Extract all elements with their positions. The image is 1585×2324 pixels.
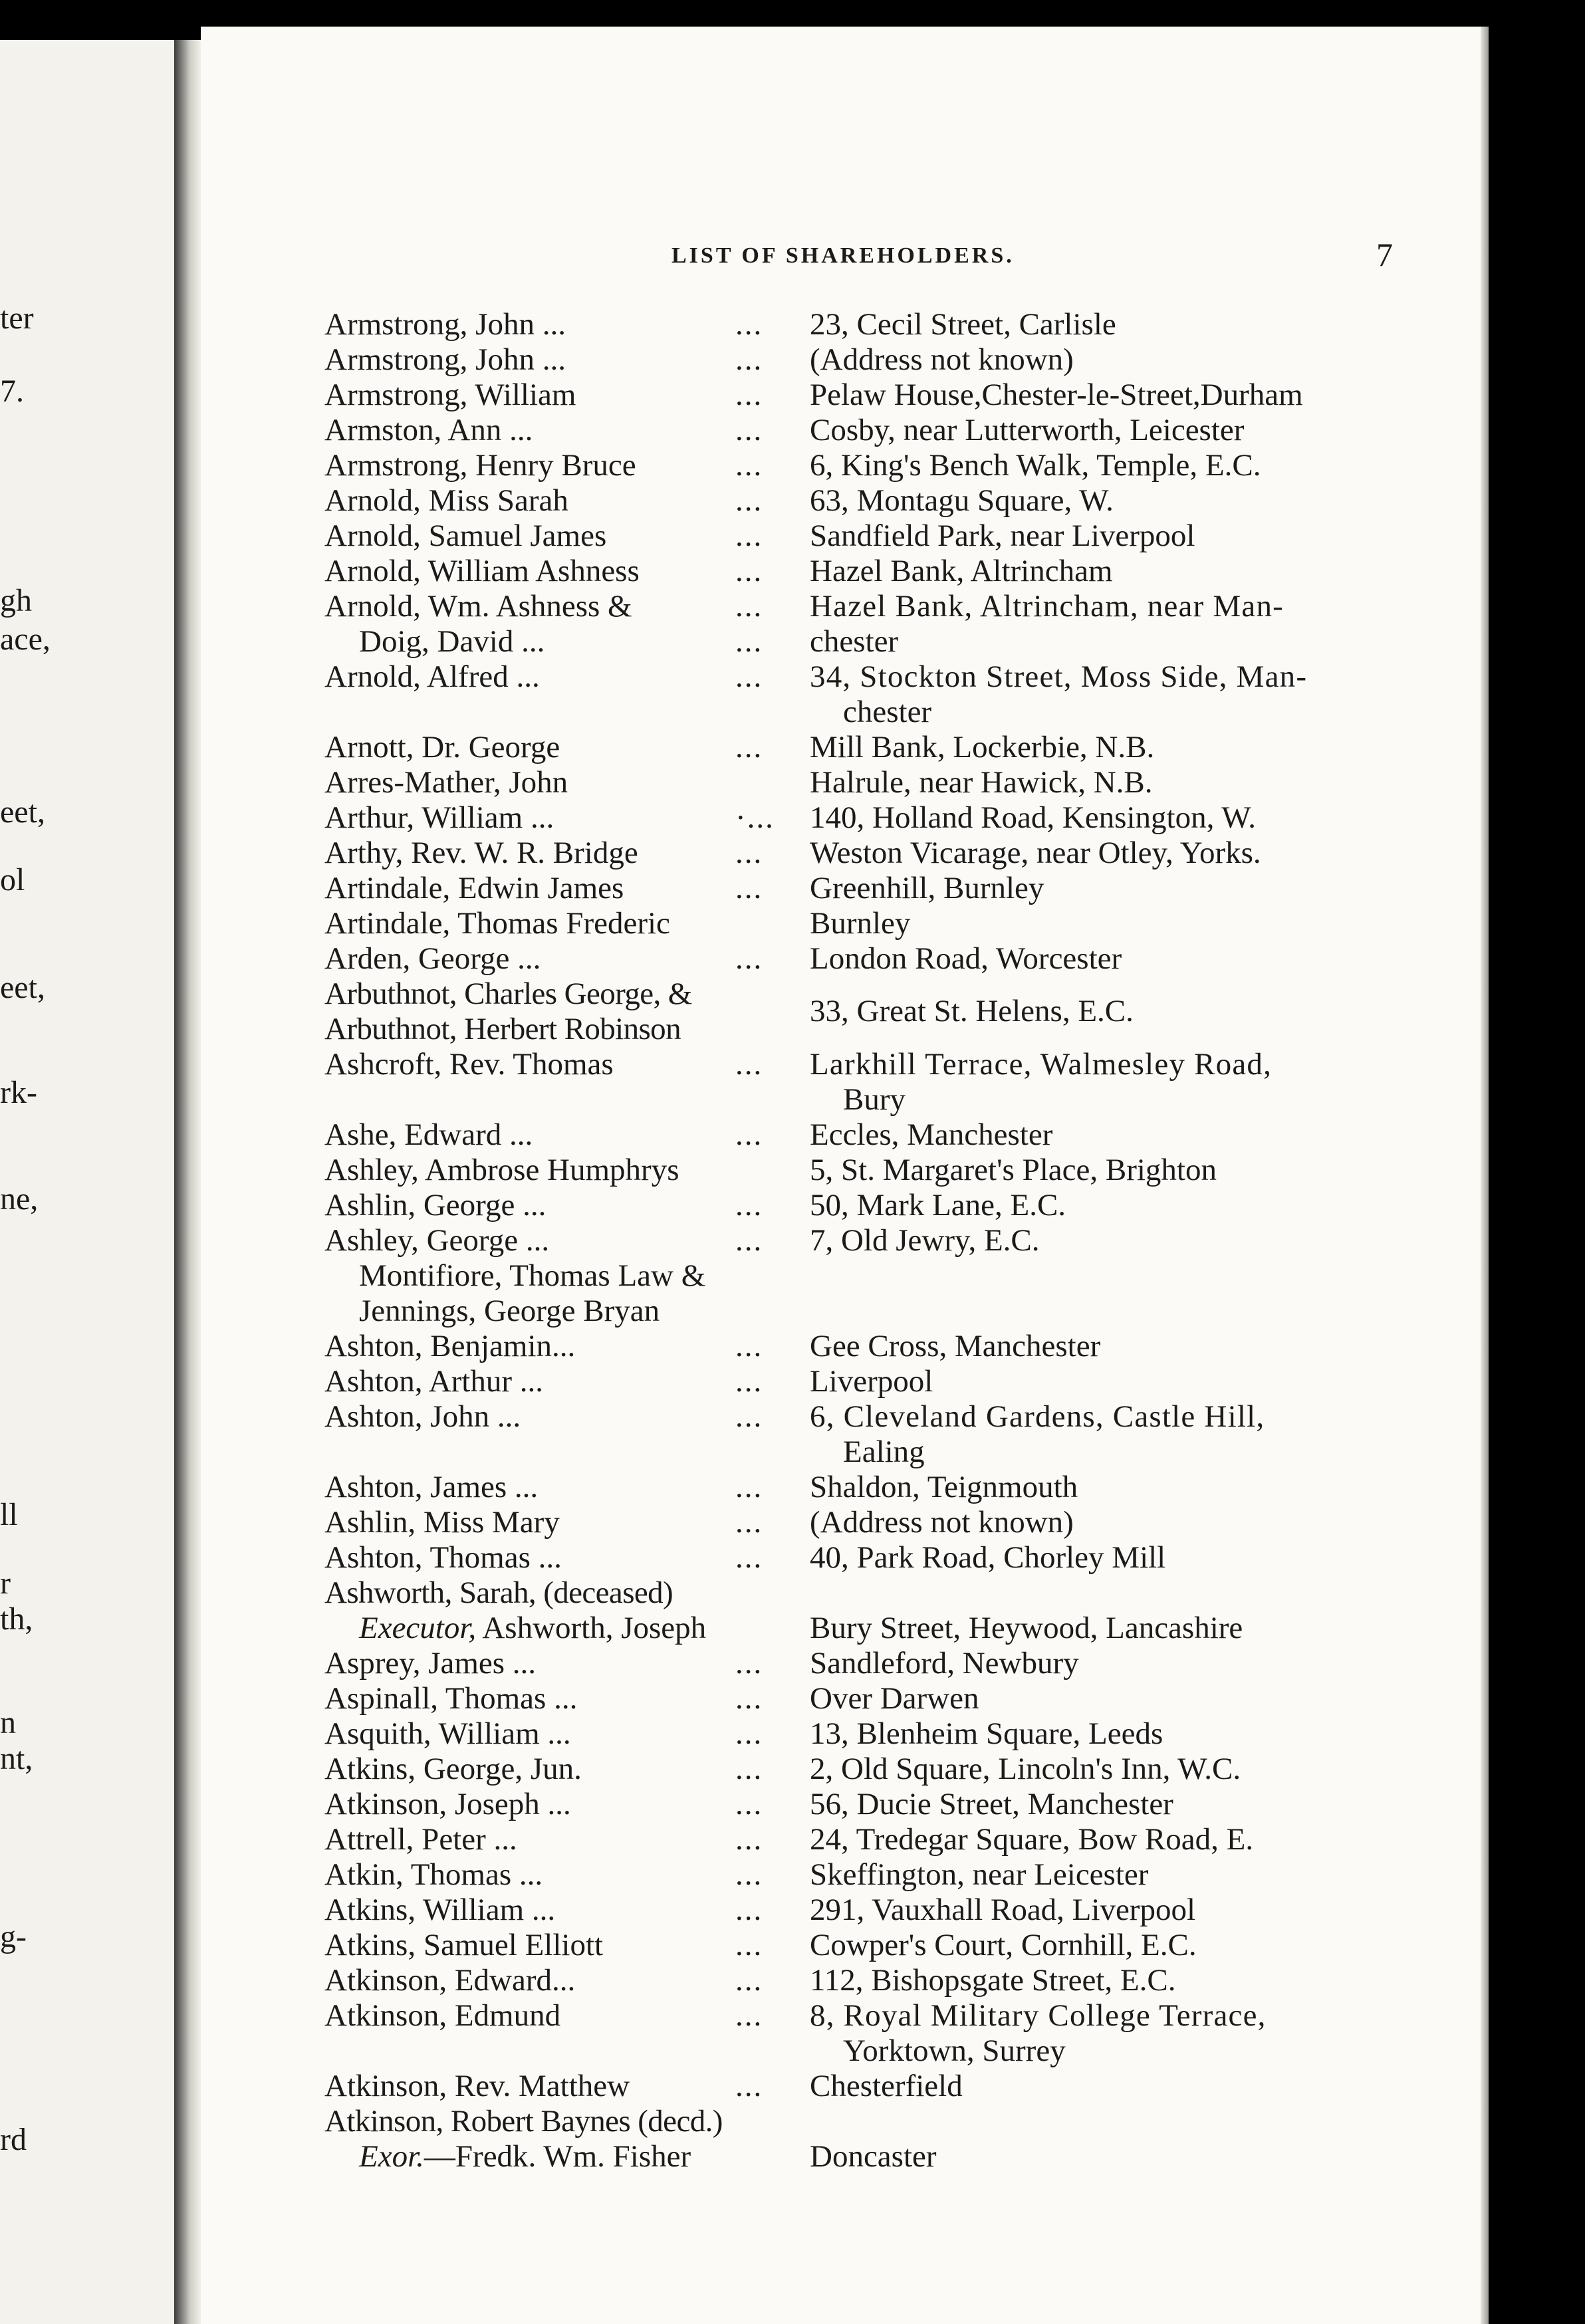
name-text: Atkinson, Rev. Matthew <box>324 2069 630 2103</box>
name-text: Arbuthnot, Herbert Robinson <box>324 1012 681 1046</box>
leader-dots: ... <box>735 1047 763 1082</box>
shareholder-name <box>359 1296 660 1327</box>
shareholder-address: Cowper's Court, Cornhill, E.C. <box>810 1928 1197 1962</box>
shareholder-address: Mill Bank, Lockerbie, N.B. <box>810 730 1155 764</box>
leader-dots: ... <box>735 1752 763 1786</box>
shareholder-name <box>324 1965 575 1996</box>
shareholder-name <box>359 2141 691 2172</box>
name-prefix: Executor, <box>359 1611 477 1645</box>
shareholder-name <box>324 521 606 552</box>
name-text: Armstrong, John ... <box>324 342 566 377</box>
margin-fragment: r <box>0 1566 11 1601</box>
leader-dots: ... <box>735 1188 763 1222</box>
margin-fragment: th, <box>0 1601 33 1637</box>
shareholder-name <box>324 1401 521 1433</box>
shareholder-address: Weston Vicarage, near Otley, Yorks. <box>810 836 1261 870</box>
shareholder-name <box>324 979 692 1010</box>
shareholder-name <box>324 2000 560 2032</box>
shareholder-address: 8, Royal Military College Terrace, <box>810 1998 1267 2033</box>
name-text: Ashton, Benjamin... <box>324 1329 576 1363</box>
shareholder-address: 23, Cecil Street, Carlisle <box>810 307 1116 342</box>
name-text: Ashlin, George ... <box>324 1188 547 1222</box>
name-text: Ashton, Arthur ... <box>324 1364 543 1399</box>
shareholder-address: Ealing <box>843 1435 925 1469</box>
name-text: Aspinall, Thomas ... <box>324 1681 578 1716</box>
shareholder-address: 2, Old Square, Lincoln's Inn, W.C. <box>810 1752 1241 1786</box>
shareholder-address: Yorktown, Surrey <box>843 2034 1066 2068</box>
leader-dots: ... <box>735 1646 763 1681</box>
shareholder-name <box>324 1507 560 1538</box>
shareholder-name <box>324 556 640 587</box>
leader-dots: ... <box>735 1399 763 1434</box>
name-text: Ashton, Thomas ... <box>324 1540 562 1575</box>
shareholder-address: Gee Cross, Manchester <box>810 1329 1101 1363</box>
shareholder-name <box>324 802 554 834</box>
shareholder-name <box>324 732 560 763</box>
leader-dots: ... <box>735 1787 763 1821</box>
margin-fragment: ol <box>0 862 25 897</box>
leader-dots: ... <box>735 1963 763 1998</box>
shareholder-name <box>324 591 632 622</box>
leader-dots: ... <box>735 2069 763 2103</box>
shareholder-name <box>324 1789 571 1820</box>
name-text: Attrell, Peter ... <box>324 1822 517 1857</box>
shareholder-name <box>324 838 638 869</box>
shareholder-name <box>324 1472 538 1503</box>
shareholder-address: Halrule, near Hawick, N.B. <box>810 765 1153 800</box>
shareholder-address: chester <box>843 695 932 729</box>
name-text: Arthur, William ... <box>324 800 554 835</box>
shareholder-name <box>324 873 624 904</box>
leader-dots: ... <box>735 413 763 447</box>
shareholder-address: (Address not known) <box>810 342 1074 377</box>
running-header: LIST OF SHAREHOLDERS. <box>671 243 1015 268</box>
shareholder-name <box>324 1895 555 1926</box>
leader-dots: ... <box>735 1223 763 1258</box>
name-text: Atkins, William ... <box>324 1893 556 1927</box>
shareholder-name <box>324 380 576 411</box>
shareholder-name <box>359 626 545 657</box>
shareholder-address: 63, Montagu Square, W. <box>810 483 1114 518</box>
name-text: Ashworth, Joseph <box>476 1611 707 1645</box>
shareholder-address: 50, Mark Lane, E.C. <box>810 1188 1066 1222</box>
shareholder-address: (Address not known) <box>810 1505 1074 1540</box>
shareholder-name <box>324 1859 543 1891</box>
name-text: Arnold, Alfred ... <box>324 659 540 694</box>
shareholder-name <box>324 1331 575 1362</box>
leader-dots: ... <box>735 1329 763 1363</box>
name-text: Jennings, George Bryan <box>359 1294 660 1328</box>
name-text: Armston, Ann ... <box>324 413 533 447</box>
leader-dots: ... <box>735 307 763 342</box>
name-text: Arres-Mather, John <box>324 765 568 800</box>
shareholder-address: Chesterfield <box>810 2069 963 2103</box>
name-text: Ashlin, Miss Mary <box>324 1505 560 1540</box>
margin-fragment: ne, <box>0 1181 39 1217</box>
name-text: Montifiore, Thomas Law & <box>359 1258 706 1293</box>
shareholder-address: 33, Great St. Helens, E.C. <box>810 994 1134 1028</box>
margin-fragment: ll <box>0 1497 18 1532</box>
leader-dots: ... <box>735 1716 763 1751</box>
name-text: Armstrong, William <box>324 378 576 412</box>
name-text: Atkinson, Edmund <box>324 1998 561 2033</box>
shareholder-name <box>324 309 566 340</box>
shareholder-name <box>324 1225 549 1256</box>
shareholder-name <box>324 344 566 376</box>
leader-dots: ... <box>735 1505 763 1540</box>
shareholder-address: Over Darwen <box>810 1681 979 1716</box>
name-text: Ashton, James ... <box>324 1470 539 1504</box>
shareholder-address: 40, Park Road, Chorley Mill <box>810 1540 1166 1575</box>
name-text: Ashley, George ... <box>324 1223 550 1258</box>
name-text: Ashe, Edward ... <box>324 1117 533 1152</box>
shareholder-address: Greenhill, Burnley <box>810 871 1044 905</box>
leader-dots: ... <box>735 483 763 518</box>
page-number: 7 <box>1376 236 1393 273</box>
shareholder-name <box>324 1683 577 1714</box>
shareholder-address: Bury <box>843 1082 906 1117</box>
shareholder-address: Hazel Bank, Altrincham, near Man- <box>810 589 1284 624</box>
name-text: Asprey, James ... <box>324 1646 537 1681</box>
leader-dots: ... <box>735 589 763 624</box>
shareholder-name <box>324 1754 582 1785</box>
name-text: Artindale, Thomas Frederic <box>324 906 670 941</box>
shareholder-address: Pelaw House,Chester-le-Street,Durham <box>810 378 1303 412</box>
name-text: Doig, David ... <box>359 624 545 659</box>
leader-dots: ... <box>735 448 763 483</box>
leader-dots: ... <box>735 342 763 377</box>
name-text: Atkins, George, Jun. <box>324 1752 582 1786</box>
shareholder-address: Hazel Bank, Altrincham <box>810 554 1113 588</box>
margin-fragment: ace, <box>0 622 51 657</box>
shareholder-address: Shaldon, Teignmouth <box>810 1470 1078 1504</box>
name-text: Atkins, Samuel Elliott <box>324 1928 604 1962</box>
leader-dots: ... <box>735 1540 763 1575</box>
margin-fragment: n <box>0 1705 16 1740</box>
margin-fragment: rk- <box>0 1075 37 1110</box>
name-text: Atkinson, Edward... <box>324 1963 576 1998</box>
shareholder-name <box>324 1648 536 1679</box>
shareholder-address: 13, Blenheim Square, Leeds <box>810 1716 1163 1751</box>
shareholder-address: 56, Ducie Street, Manchester <box>810 1787 1173 1821</box>
name-text: Armstrong, Henry Bruce <box>324 448 636 483</box>
leader-dots: ... <box>735 624 763 659</box>
shareholder-address: chester <box>810 624 899 659</box>
margin-fragment: rd <box>0 2122 27 2157</box>
leader-dots: ... <box>735 1928 763 1962</box>
leader-dots: ... <box>735 1822 763 1857</box>
margin-fragment: g- <box>0 1919 27 1954</box>
shareholder-name <box>359 1260 705 1292</box>
shareholder-name <box>324 1824 517 1855</box>
leader-dots: ·... <box>735 800 775 835</box>
name-text: Arnold, Samuel James <box>324 519 607 553</box>
shareholder-address: 112, Bishopsgate Street, E.C. <box>810 1963 1176 1998</box>
shareholder-name <box>324 2071 630 2102</box>
leader-dots: ... <box>735 1998 763 2033</box>
margin-fragment: nt, <box>0 1741 33 1776</box>
leader-dots: ... <box>735 1893 763 1927</box>
name-text: Atkinson, Joseph ... <box>324 1787 571 1821</box>
shareholder-name <box>324 1930 603 1961</box>
shareholder-name <box>324 1014 681 1045</box>
shareholder-name <box>324 943 541 975</box>
name-text: Asquith, William ... <box>324 1716 571 1751</box>
name-text: Ashcroft, Rev. Thomas <box>324 1047 614 1082</box>
name-text: Armstrong, John ... <box>324 307 566 342</box>
leader-dots: ... <box>735 1681 763 1716</box>
name-text: Arden, George ... <box>324 941 541 976</box>
shareholder-address: 5, St. Margaret's Place, Brighton <box>810 1153 1217 1187</box>
name-text: Atkinson, Robert Baynes (decd.) <box>324 2104 723 2139</box>
shareholder-address: Sandfield Park, near Liverpool <box>810 519 1195 553</box>
margin-fragment: gh <box>0 583 32 618</box>
leader-dots: ... <box>735 871 763 905</box>
name-text: Arthy, Rev. W. R. Bridge <box>324 836 638 870</box>
shareholder-name <box>324 661 540 693</box>
leader-dots: ... <box>735 730 763 764</box>
shareholder-address: Eccles, Manchester <box>810 1117 1053 1152</box>
shareholder-address: 140, Holland Road, Kensington, W. <box>810 800 1257 835</box>
shareholder-address: London Road, Worcester <box>810 941 1122 976</box>
leader-dots: ... <box>735 554 763 588</box>
name-text: Ashley, Ambrose Humphrys <box>324 1153 679 1187</box>
shareholder-address: Larkhill Terrace, Walmesley Road, <box>810 1047 1273 1082</box>
shareholder-address: Liverpool <box>810 1364 933 1399</box>
shareholder-name <box>324 415 533 446</box>
shareholder-name <box>324 908 670 939</box>
shareholder-name <box>359 1613 706 1644</box>
shareholder-address: 24, Tredegar Square, Bow Road, E. <box>810 1822 1254 1857</box>
leader-dots: ... <box>735 1857 763 1892</box>
shareholder-name <box>324 1119 533 1151</box>
shareholder-address: Sandleford, Newbury <box>810 1646 1079 1681</box>
margin-fragment: ter <box>0 300 34 336</box>
name-text: —Fredk. Wm. Fisher <box>424 2139 691 2174</box>
name-text: Atkin, Thomas ... <box>324 1857 543 1892</box>
name-text: Arnold, Miss Sarah <box>324 483 568 518</box>
shareholder-name <box>324 450 636 481</box>
leader-dots: ... <box>735 1470 763 1504</box>
shareholder-address: Burnley <box>810 906 911 941</box>
shareholder-address: 34, Stockton Street, Moss Side, Man- <box>810 659 1308 694</box>
shareholder-address: 6, King's Bench Walk, Temple, E.C. <box>810 448 1261 483</box>
shareholder-address: Skeffington, near Leicester <box>810 1857 1149 1892</box>
name-text: Arnold, William Ashness <box>324 554 640 588</box>
shareholder-name <box>324 767 568 798</box>
shareholder-address: Bury Street, Heywood, Lancashire <box>810 1611 1243 1645</box>
name-text: Arnold, Wm. Ashness & <box>324 589 632 624</box>
name-text: Ashton, John ... <box>324 1399 521 1434</box>
shareholder-name <box>324 485 568 517</box>
shareholder-name <box>324 1577 673 1609</box>
shareholder-name <box>324 2106 723 2137</box>
shareholder-name <box>324 1190 546 1221</box>
leader-dots: ... <box>735 1364 763 1399</box>
name-text: Arnott, Dr. George <box>324 730 560 764</box>
shareholder-address: 6, Cleveland Gardens, Castle Hill, <box>810 1399 1265 1434</box>
shareholder-address: 291, Vauxhall Road, Liverpool <box>810 1893 1196 1927</box>
name-text: Arbuthnot, Charles George, & <box>324 977 692 1011</box>
shareholder-name <box>324 1542 562 1573</box>
leader-dots: ... <box>735 659 763 694</box>
shareholder-address: Cosby, near Lutterworth, Leicester <box>810 413 1245 447</box>
leader-dots: ... <box>735 1117 763 1152</box>
shareholder-address: 7, Old Jewry, E.C. <box>810 1223 1040 1258</box>
shareholder-address: Doncaster <box>810 2139 937 2174</box>
leader-dots: ... <box>735 519 763 553</box>
leader-dots: ... <box>735 836 763 870</box>
name-prefix: Exor. <box>359 2139 424 2174</box>
shareholder-name <box>324 1718 571 1750</box>
shareholder-name <box>324 1155 679 1186</box>
leader-dots: ... <box>735 378 763 412</box>
shareholder-name <box>324 1366 543 1397</box>
name-text: Artindale, Edwin James <box>324 871 624 905</box>
margin-fragment: 7. <box>0 374 24 409</box>
leader-dots: ... <box>735 941 763 976</box>
name-text: Ashworth, Sarah, (deceased) <box>324 1575 673 1610</box>
margin-fragment: eet, <box>0 970 45 1005</box>
margin-fragment: eet, <box>0 794 45 830</box>
shareholder-name <box>324 1049 614 1080</box>
